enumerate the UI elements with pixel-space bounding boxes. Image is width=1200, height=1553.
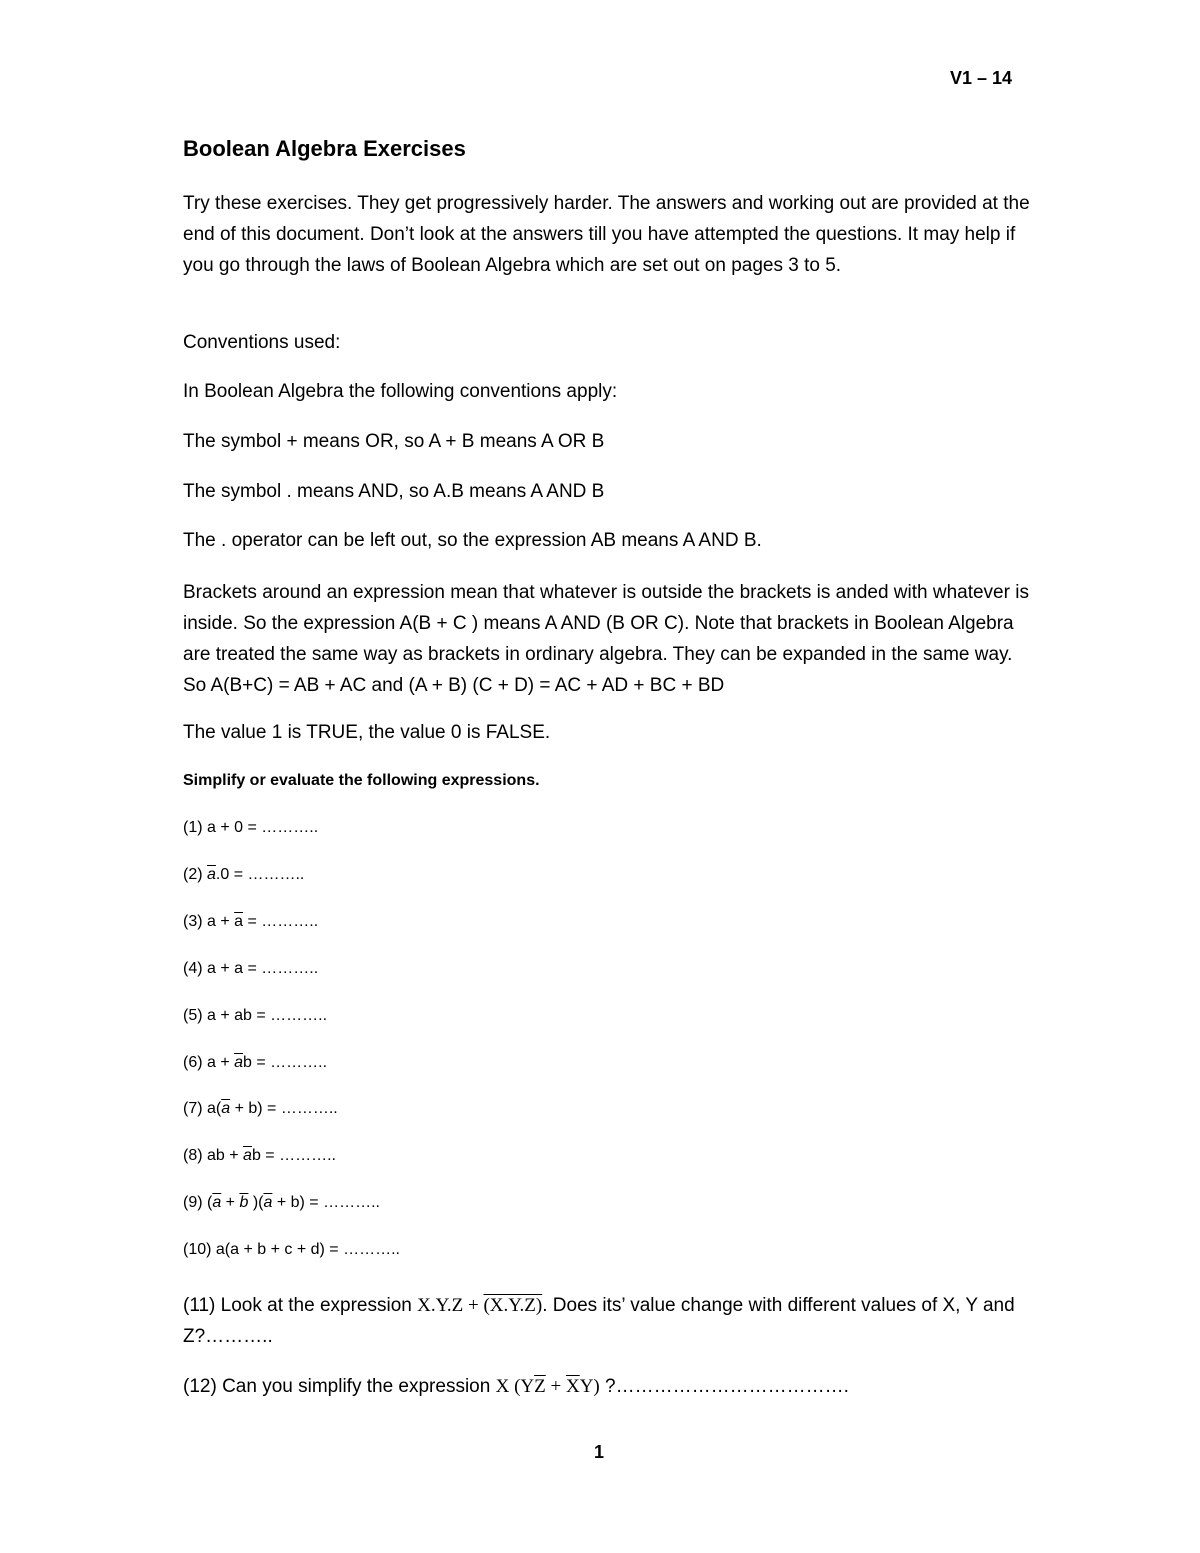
intro-paragraph: Try these exercises. They get progressively harder. The answers and working out are provided at the end of this document. Don’t look at the answers till you have attempted the questions. It may help if you go through the laws of Boolean Algebra which are set out on pages 3 to 5. xyxy=(183,193,1030,276)
question-10: (10) a(a + b + c + d) = ……….. xyxy=(183,1241,400,1258)
conventions-heading: Conventions used: xyxy=(183,332,341,353)
and-rule: The symbol . means AND, so A.B means A AND B xyxy=(183,481,605,502)
conventions-intro: In Boolean Algebra the following conventions apply: xyxy=(183,381,618,402)
question-11: (11) Look at the expression X.Y.Z + (X.Y.Z). Does its’ value change with different values of X, Y and Z?……….. xyxy=(183,1295,1015,1347)
question-1: (1) a + 0 = ……….. xyxy=(183,819,319,836)
question-2: (2) $\overline{a}.0$ = ……….. xyxy=(183,866,305,883)
version-label: V1 – 14 xyxy=(950,68,1013,88)
question-8: (8) ab + $\overline{a}b$ = ……….. xyxy=(183,1147,336,1164)
omit-rule: The . operator can be left out, so the expression AB means A AND B. xyxy=(183,530,762,551)
question-12: (12) Can you simplify the expression X $(Y\overline{Z} + \overline{X}Y)$ ?………………………………. xyxy=(183,1376,849,1397)
page-number: 1 xyxy=(594,1442,605,1462)
instruction: Simplify or evaluate the following expressions. xyxy=(183,772,540,789)
question-9: (9) ($\overline{a} + \overline{b}$ )$(\overline{a} + b)$ = ……….. xyxy=(183,1194,380,1211)
question-7: (7) $a(\overline{a} + b)$ = ……….. xyxy=(183,1100,338,1117)
question-6: (6) $a + \overline{a}b$ = ……….. xyxy=(183,1054,328,1071)
question-5: (5) a + ab = ……….. xyxy=(183,1007,328,1024)
or-rule: The symbol + means OR, so A + B means A OR B xyxy=(183,431,605,452)
question-3: (3) $a + \overline{a}$ = ……….. xyxy=(183,913,319,930)
page-title: Boolean Algebra Exercises xyxy=(183,136,466,161)
question-4: (4) a + a = ……….. xyxy=(183,960,319,977)
values-rule: The value 1 is TRUE, the value 0 is FALSE. xyxy=(183,722,551,743)
brackets-paragraph: Brackets around an expression mean that whatever is outside the brackets is anded with whatever is inside. So the expression A(B + C ) means A AND (B OR C). Note that brackets in Boolean Algebra are treated the same way as brackets in ordinary algebra. They can be expanded in the same way. So A(B+C) = AB + AC and (A + B) (C + D) = AC + AD + BC + BD xyxy=(183,582,1029,696)
